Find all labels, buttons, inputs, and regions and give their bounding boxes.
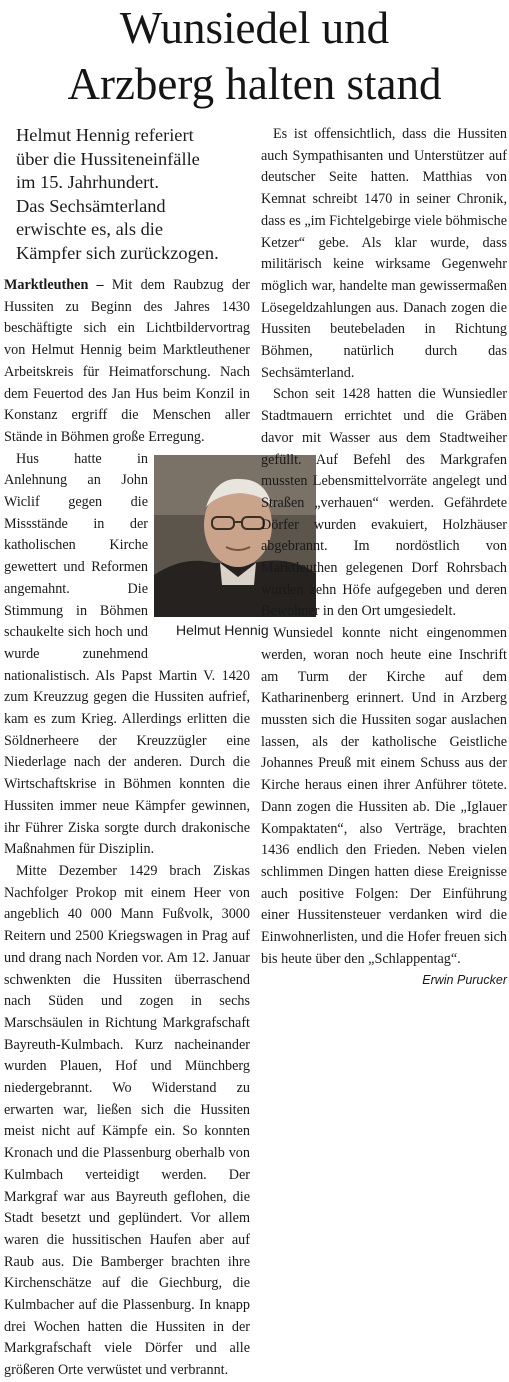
- paragraph-1-text: Mit dem Raubzug der Hussiten zu Beginn des Jahres 1430 beschäftigte sich ein Lichtbildervortrag von Helmut Hennig beim Marktleuthener Arbeitskreis für Heimatforschung. Nach dem Feuertod des Jan Hus beim Konzil in Konstanz ergriff die Menschen aller Stände in Böhmen große Erregung.: [4, 277, 250, 445]
- headline-line-2: Arzberg halten stand: [67, 59, 442, 109]
- article-paragraph-6: [261, 623, 507, 988]
- lead-line-3: im 15. Jahrhundert.: [16, 172, 160, 192]
- paragraph-6-text: Wunsiedel konnte nicht eingenommen werden, woran noch heute eine Inschrift am Turm der Kirche auf dem Katharinenberg erinnert. Und in Arzberg mussten sich die Hussiten sogar auslachen lassen, als der katholische Geistliche Johannes Preuß mit einem Schuss aus der Kirche heraus einen ihrer Anführer tötete. Dann zogen die Hussiten ab. Die „Iglauer Kompaktaten“, also Verträge, brachten 1436 endlich den Frieden. Neben vielen schlimmen Dingen hatten diese Ereignisse auch positive Folgen: Der Einführung einer Hussitensteuer verdanken wird die Einwohnerlisten, und die Hofer freuen sich bis heute über den „Schlappentag“.: [261, 625, 507, 967]
- author-byline: Erwin Purucker: [422, 973, 507, 988]
- lead-line-1: Helmut Hennig referiert: [16, 125, 194, 145]
- lead-line-4: Das Sechsämterland: [16, 195, 166, 216]
- article-column-right: [261, 124, 507, 992]
- lead-paragraph: [4, 124, 250, 265]
- dateline: Marktleuthen –: [4, 277, 104, 293]
- article-paragraph-1: [4, 275, 250, 449]
- headline-line-1: Wunsiedel und: [119, 3, 390, 53]
- lead-line-6: Kämpfer sich zurückzogen.: [16, 242, 219, 263]
- article-paragraph-4: [261, 124, 507, 384]
- lead-line-2: über die Hussiteneinfälle: [16, 148, 200, 169]
- photo-caption: Helmut Hennig: [176, 621, 269, 638]
- paragraph-3-text: Mitte Dezember 1429 brach Ziskas Nachfolger Prokop mit einem Heer von angeblich 40 000 Mann Fußvolk, 3000 Reitern und 2500 Kriegswagen in Prag auf und drang nach Norden vor. Am 12. Januar schwenkten die Hussiten überraschend nach Süden und zogen in sechs Marschsäulen in Richtung Markgrafschaft Bayreuth-Kulmbach. Kurz nacheinander wurden Plauen, Hof und Münchberg niedergebrannt. Wo Widerstand zu erwarten war, ließen sich die Hussiten meist nicht auf Kämpfe ein. So konnten Kronach und die Plassenburg oberhalb von Kulmbach verteidigt werden. Der Markgraf war aus Bayreuth geflohen, die Stadt besetzt und geplündert. Vor allem waren die hussitischen Haufen aber auf Raub aus. Die Bamberger brachten ihre Kirchenschätze auf die Giechburg, die Kulmbacher auf die Plassenburg. In knapp drei Wochen hatten die Hussiten in der Markgrafschaft viele Dörfer und alle größeren Orte verwüstet und verbrannt.: [4, 862, 250, 1379]
- article-paragraph-2: [4, 449, 269, 861]
- paragraph-2-text: Hus hatte in Anlehnung an John Wiclif gegen die Missstände in der katholischen Kirche gewettert und Reformen angemahnt. Die Stimmung in Böhmen schaukelte sich hoch und wurde zunehmend nationalistisch. Als Papst Martin V. 1420 zum Kreuzzug gegen die Hussiten aufrief, kam es zum Krieg. Allerdings erlitten die Söldnerheere der Kreuzzügler eine Niederlage nach der anderen. Durch die Wirtschaftskrise in Böhmen konnten die Hussiten immer neue Kämpfer gewinnen, ihr Führer Ziska sorgte durch drakonische Maßnahmen für Disziplin.: [4, 450, 250, 858]
- article-paragraph-3: [4, 861, 250, 1382]
- headline: [0, 0, 509, 112]
- article-paragraph-5: [261, 384, 507, 623]
- paragraph-5-text: Schon seit 1428 hatten die Wunsiedler Stadtmauern errichtet und die Gräben davor mit Wasser aus dem Stadtweiher gefüllt. Auf Befehl des Markgrafen mussten Lebensmittelvorräte angelegt und Straßen „verhauen“ werden. Gefährdete Dörfer wurden evakuiert, Holzhäuser abgebrannt. Im nordöstlich von Marktleuthen gelegenen Dorf Rohrsbach wurden zehn Höfe aufgegeben und deren Bewohner in den Ort umgesiedelt.: [261, 386, 507, 620]
- article-column-left: [4, 120, 269, 1382]
- paragraph-4-text: Es ist offensichtlich, dass die Hussiten auch Sympathisanten und Unterstützer auf deutscher Seite hatten. Matthias von Kemnat schreibt 1470 in seiner Chronik, dass es „im Fichtelgebirge viele böhmische Ketzer“ gebe. Als klar wurde, dass militärisch keine wirksame Gegenwehr möglich war, handelte man gewissermaßen Lösegeldzahlungen aus. Danach zogen die Hussiten beutebeladen in Richtung Böhmen, natürlich durch das Sechsämterland.: [261, 126, 507, 381]
- lead-line-5: erwischte es, als die: [16, 219, 164, 239]
